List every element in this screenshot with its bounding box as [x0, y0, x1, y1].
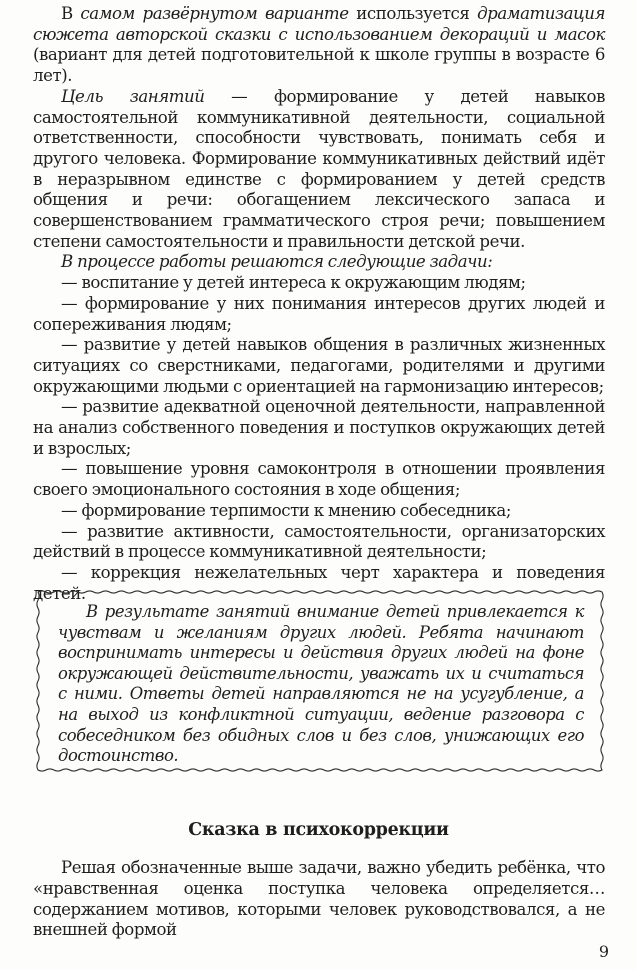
task-item: — развитие адекватной оценочной деятельности, направленной на анализ собственного поведения и поступков окружающих детей и взрослых; — [33, 397, 605, 458]
task-item: — формирование терпимости к мнению собеседника; — [61, 500, 511, 520]
task-item: — развитие у детей навыков общения в различных жизненных ситуациях со сверстниками, педагогами, родителями и другими окружающими людьми с ориентацией на гармонизацию интересов; — [33, 335, 605, 396]
callout-text: В результате занятий внимание детей привлекается к чувствам и желаниям других людей. Ребята начинают воспринимать интересы и действия других людей на фоне окружающей действительности, уважать их и считаться с ними. Ответы детей направляются не на усугубление, а на выход из конфликтной ситуации, ведение разговора с собеседником без обидных слов и без слов, унижающих его достоинство. — [58, 602, 584, 766]
intro-emphasis-1: самом развёрнутом варианте — [80, 4, 349, 23]
page-number: 9 — [598, 942, 609, 961]
goal-paragraph: Цель занятий — формирование у детей навыков самостоятельной коммуникативной деятельности, социальной ответственности, способности чувствовать, понимать себя и другого человека. Формирование коммуникативных действий идёт в неразрывном единстве с формированием у детей средств общения и речи: обогащением лексического запаса и совершенствованием грамматического строя речи; повышением степени самостоятельности и правильности детской речи. — [33, 86, 605, 251]
task-item: — развитие активности, самостоятельности, организаторских действий в процессе коммуникативной деятельности; — [33, 521, 605, 562]
section-title: Сказка в психокоррекции — [188, 820, 449, 840]
intro-emphasis-2: драматизация сюжета авторской сказки с использованием декораций и масок — [33, 4, 605, 44]
task-item: — повышение уровня самоконтроля в отношении проявления своего эмоционального состояния в ходе общения; — [33, 459, 605, 500]
closing-paragraph: Решая обозначенные выше задачи, важно убедить ребёнка, что «нравственная оценка поступка человека определяется… содержанием мотивов, которыми человек руководствовался, а не внешней формой — [33, 858, 605, 940]
main-text — [33, 4, 605, 604]
tasks-heading: В процессе работы решаются следующие задачи: — [61, 252, 493, 272]
callout-box — [34, 588, 606, 774]
task-item: — формирование у них понимания интересов других людей и сопереживания людям; — [33, 293, 605, 334]
goal-label: Цель занятий — [61, 86, 205, 106]
task-item: — коррекция нежелательных черт характера и поведения детей. — [33, 562, 605, 603]
intro-paragraph: В самом развёрнутом варианте используется драматизация сюжета авторской сказки с использованием декораций и масок (вариант для детей подготовительной к школе группы в возрасте 6 лет). — [33, 4, 605, 86]
task-item: — воспитание у детей интереса к окружающим людям; — [61, 273, 526, 293]
